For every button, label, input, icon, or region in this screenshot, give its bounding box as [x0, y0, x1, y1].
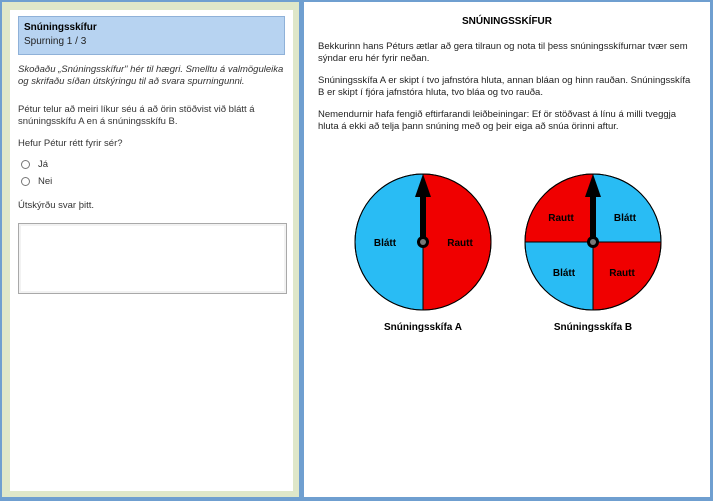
spinner-a-label-blue: Blátt: [373, 238, 397, 249]
option-nei-label[interactable]: Nei: [38, 176, 53, 187]
spinner-b-label-top-left: Rautt: [548, 213, 574, 224]
option-ja[interactable]: [18, 156, 285, 173]
stimulus-paragraph-2: Snúningsskífa A er skipt í tvo jafnstóra hluta, annan bláan og hinn rauðan. Snúningsskífa B er skipt í fjóra jafnstóra hluta, tvo bláa og tvo rauða.: [318, 75, 691, 98]
spinner-b: [525, 174, 661, 333]
radio-nei[interactable]: [21, 177, 30, 186]
spinner-b-top-right: [593, 174, 661, 242]
option-nei[interactable]: [18, 173, 285, 190]
question-counter: Spurning 1 / 3: [24, 36, 87, 47]
question-panel-frame: [2, 2, 299, 497]
question-panel: [10, 10, 293, 491]
explain-label: Útskýrðu svar þitt.: [18, 200, 95, 211]
instructions-text: Skoðaðu „Snúningsskífur" hér til hægri. Smelltu á valmöguleika og skrifaðu síðan útskýringu til að svara spurningunni.: [18, 64, 284, 87]
question-header: [18, 16, 285, 55]
stimulus-panel: [304, 2, 710, 497]
stimulus-paragraph-3: Nemendurnir hafa fengið eftirfarandi leiðbeiningar: Ef ör stöðvast á línu á milli tveggja hluta á ekki að telja þann snúning með og þeir eiga að snúa örinni aftur.: [318, 109, 677, 132]
spinner-b-label-bottom-right: Rautt: [609, 268, 635, 279]
spinner-b-top-left: [525, 174, 593, 242]
question-title: Snúningsskífur: [24, 22, 97, 33]
spinner-b-label-bottom-left: Blátt: [552, 268, 576, 279]
spinners-figure: [304, 162, 710, 342]
spinner-a: [355, 174, 491, 333]
question-prompt: Hefur Pétur rétt fyrir sér?: [18, 138, 123, 149]
spinner-a-caption: Snúningsskífa A: [384, 322, 462, 333]
stimulus-title: SNÚNINGSSKÍFUR: [461, 16, 552, 27]
answer-textarea[interactable]: [18, 223, 287, 294]
option-ja-label[interactable]: Já: [38, 159, 49, 170]
spinner-b-label-top-right: Blátt: [613, 213, 637, 224]
spinner-a-label-red: Rautt: [447, 238, 473, 249]
stimulus-paragraph-1: Bekkurinn hans Péturs ætlar að gera tilraun og nota til þess snúningsskífurnar tvær sem sýndar eru hér fyrir neðan.: [318, 41, 688, 64]
claim-text: Pétur telur að meiri líkur séu á að örin stöðvist við blátt á snúningsskífu A en á snúningsskífu B.: [18, 104, 255, 127]
spinner-b-caption: Snúningsskífa B: [553, 322, 633, 333]
radio-ja[interactable]: [21, 160, 30, 169]
